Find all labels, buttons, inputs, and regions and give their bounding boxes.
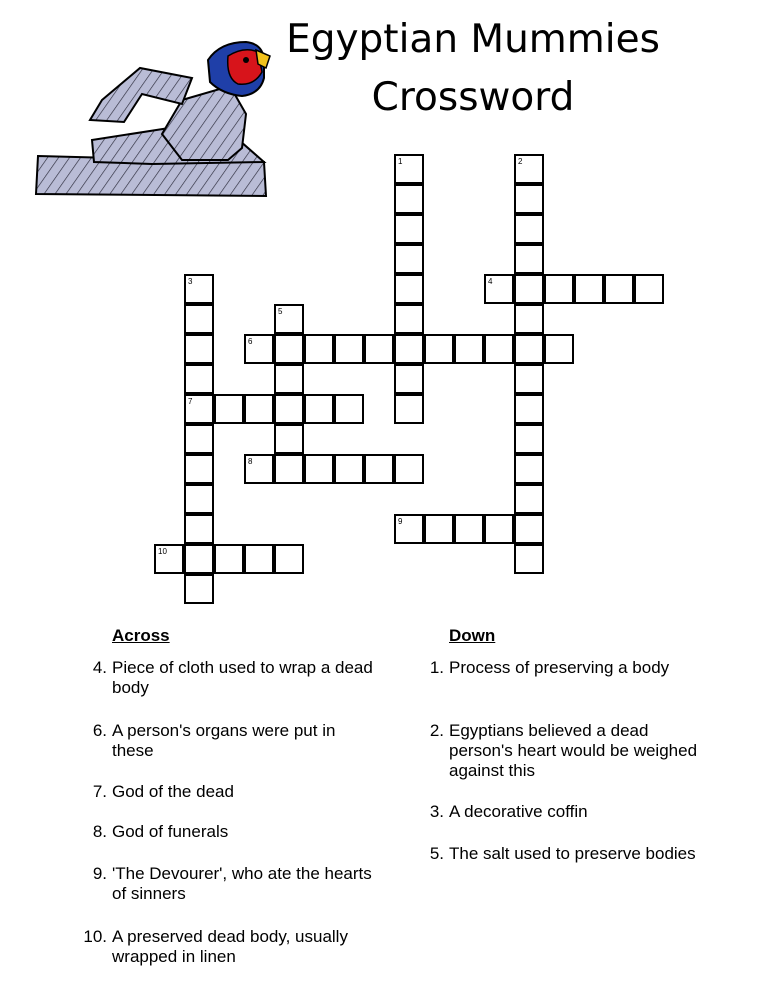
grid-cell[interactable] — [514, 484, 544, 514]
down-clue-3: 3. A decorative coffin — [429, 802, 588, 821]
clue-number-label: 2 — [518, 157, 523, 166]
grid-cell[interactable] — [454, 334, 484, 364]
down-clue-2: 2. Egyptians believed a dead person's heart would be weighed against this — [429, 721, 698, 780]
grid-cell[interactable] — [184, 514, 214, 544]
grid-cell[interactable] — [514, 304, 544, 334]
grid-cell[interactable] — [304, 334, 334, 364]
across-clue-10: 10. A preserved dead body, usually wrapped in linen — [83, 927, 348, 966]
grid-cell[interactable] — [394, 394, 424, 424]
grid-cell[interactable] — [184, 574, 214, 604]
across-clue-6: 6. A person's organs were put in these — [92, 721, 336, 760]
grid-cell[interactable] — [184, 484, 214, 514]
grid-cell[interactable] — [394, 184, 424, 214]
grid-cell[interactable] — [184, 304, 214, 334]
grid-cell[interactable] — [274, 334, 304, 364]
clue-number-label: 9 — [398, 517, 403, 526]
down-clue-5: 5. The salt used to preserve bodies — [429, 844, 696, 863]
across-clue-9: 9. 'The Devourer', who ate the hearts of sinners — [92, 864, 372, 903]
grid-cell[interactable] — [514, 184, 544, 214]
grid-cell[interactable] — [424, 334, 454, 364]
across-clue-4: 4. Piece of cloth used to wrap a dead body — [92, 658, 373, 697]
grid-cell[interactable] — [544, 334, 574, 364]
grid-cell[interactable] — [274, 544, 304, 574]
grid-cell[interactable] — [304, 454, 334, 484]
grid-cell[interactable] — [514, 454, 544, 484]
grid-cell[interactable] — [334, 454, 364, 484]
grid-cell[interactable] — [274, 424, 304, 454]
across-clue-8: 8. God of funerals — [92, 822, 229, 841]
grid-cell[interactable] — [394, 304, 424, 334]
grid-cell[interactable] — [184, 424, 214, 454]
grid-cell[interactable] — [514, 274, 544, 304]
grid-cell[interactable] — [484, 514, 514, 544]
across-heading: Across — [112, 626, 170, 645]
grid-cell[interactable] — [394, 214, 424, 244]
grid-cell[interactable] — [394, 244, 424, 274]
grid-cell[interactable] — [424, 514, 454, 544]
grid-cell[interactable] — [394, 364, 424, 394]
grid-cell[interactable] — [184, 334, 214, 364]
down-clue-1: 1. Process of preserving a body — [429, 658, 670, 677]
grid-cell[interactable] — [244, 544, 274, 574]
grid-cell[interactable] — [244, 394, 274, 424]
grid-cell[interactable] — [214, 544, 244, 574]
grid-cell[interactable] — [214, 394, 244, 424]
grid-cell[interactable] — [604, 274, 634, 304]
grid-cell[interactable] — [574, 274, 604, 304]
grid-cell[interactable] — [274, 364, 304, 394]
grid-cell[interactable] — [184, 364, 214, 394]
grid-cell[interactable] — [454, 514, 484, 544]
grid-cell[interactable] — [514, 334, 544, 364]
grid-cell[interactable] — [484, 334, 514, 364]
grid-cell[interactable] — [514, 544, 544, 574]
grid-cell[interactable] — [514, 244, 544, 274]
clue-number-label: 5 — [278, 307, 283, 316]
grid-cell[interactable] — [544, 274, 574, 304]
grid-cell[interactable] — [514, 394, 544, 424]
grid-cell[interactable] — [364, 454, 394, 484]
clue-number-label: 7 — [188, 397, 193, 406]
grid-cell[interactable] — [304, 394, 334, 424]
clue-number-label: 1 — [398, 157, 403, 166]
grid-cell[interactable] — [364, 334, 394, 364]
clue-number-label: 8 — [248, 457, 253, 466]
grid-cell[interactable] — [514, 214, 544, 244]
grid-cell[interactable] — [394, 334, 424, 364]
clue-number-label: 6 — [248, 337, 253, 346]
grid-cell[interactable] — [274, 394, 304, 424]
page-subtitle: Crossword — [371, 75, 575, 120]
down-heading: Down — [449, 626, 496, 645]
grid-cell[interactable] — [514, 424, 544, 454]
grid-cell[interactable] — [514, 514, 544, 544]
grid-cell[interactable] — [334, 394, 364, 424]
grid-cell[interactable] — [274, 454, 304, 484]
grid-cell[interactable] — [334, 334, 364, 364]
clue-number-label: 4 — [488, 277, 493, 286]
grid-cell[interactable] — [184, 544, 214, 574]
clue-number-label: 3 — [188, 277, 193, 286]
page-title: Egyptian Mummies — [286, 17, 660, 62]
clue-number-label: 10 — [158, 547, 167, 556]
grid-cell[interactable] — [514, 364, 544, 394]
grid-cell[interactable] — [394, 454, 424, 484]
grid-cell[interactable] — [184, 454, 214, 484]
across-clue-7: 7. God of the dead — [92, 782, 234, 801]
grid-cell[interactable] — [634, 274, 664, 304]
grid-cell[interactable] — [394, 274, 424, 304]
